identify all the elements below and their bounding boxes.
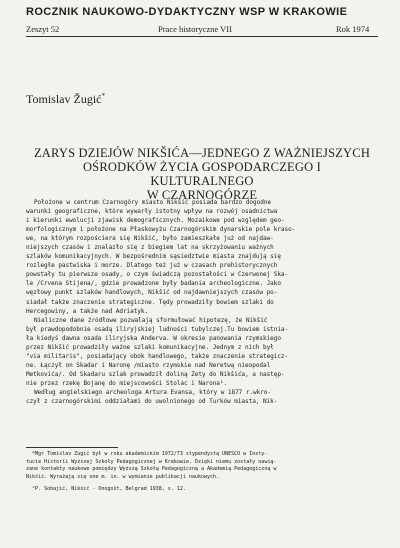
body-line: przez Nikšić prowadziły ważne szlaki komunikacyjne. Jednym z nich był bbox=[26, 343, 274, 351]
author-name bbox=[26, 92, 105, 107]
journal-title: ROCZNIK NAUKOWO-DYDAKTYCZNY WSP W KRAKOWIE bbox=[26, 6, 348, 18]
body-line: Metkovića/. Od Skadaru szlak prowadził doliną Zety do Nikšića, a następ- bbox=[26, 370, 285, 378]
title-line: W CZARNOGÓRZE bbox=[146, 188, 258, 202]
series-name: Prace historyczne VII bbox=[158, 24, 232, 34]
body-line: warunki geograficzne, które wywarły istotny wpływ na rozwój osadnictwa bbox=[26, 208, 278, 216]
author-name-text: Tomislav Žugić bbox=[26, 92, 102, 106]
body-line: czył z czarnogórskimi oddziałami do uwolnionego od Turków miasta, Nik- bbox=[26, 398, 278, 406]
body-line: i kierunki ewolucji zjawisk demograficznych. Mozaikowe pod względem geo- bbox=[26, 217, 285, 225]
footnote-line: ¹P. Šobajić, Nikšić - Onogošt, Belgrad 1938, s. 12. bbox=[32, 486, 186, 493]
body-line: Według angielskiego archeologa Artura Evansa, który w 1877 r.wkro- bbox=[34, 388, 271, 396]
body-line: Nieliczne dane źródłowe pozwalają sformułować hipotezę, że Nikšić bbox=[34, 316, 268, 324]
article-title bbox=[30, 146, 374, 202]
article-body bbox=[26, 198, 380, 406]
footnote-line: zane kontakty naukowe pomiędzy Wyższą Szkołą Pedagogiczną a Akademią Pedagogiczną w bbox=[26, 466, 277, 473]
body-line: Hercegowiny, a także nad Adriatyk. bbox=[26, 307, 149, 315]
footnote-line: tucie Historii Wyższej Szkoły Pedagogicznej w Krakowie. Dzięki niemu zostały nawią- bbox=[26, 458, 277, 465]
publication-year: Rok 1974 bbox=[336, 24, 370, 34]
footnotes bbox=[26, 451, 380, 494]
footnote-line: Nikšić. Wyrażają się one m. in. w wymianie publikacji naukowych. bbox=[26, 473, 220, 480]
body-line: le /Crvena Stijena/, gdzie prowadzone były badania archeologiczne. Jako bbox=[26, 280, 281, 288]
body-line: we, na którym rozpościera się Nikšić, było zamieszkałe już od najdaw- bbox=[26, 235, 274, 243]
body-line: nie przez rzekę Bojanę do miejscowości Stolac i Narona¹. bbox=[26, 379, 228, 387]
body-line: "via militaris", posiadający obok handlowego, także znaczenie strategicz- bbox=[26, 352, 289, 360]
body-line: ła kiedyś dawna osada iliryjska Anderva. W okresie panowania rzymskiego bbox=[26, 334, 281, 342]
title-line: ZARYS DZIEJÓW NIKŠIĆA—JEDNEGO Z WAŻNIEJSZYCH bbox=[33, 146, 371, 160]
body-line: rozległe pastwiska i morze. Dlatego też już w czasach prehistorycznych bbox=[26, 262, 278, 270]
body-line: siadał także znaczenie strategiczne. Tędy prowadziły bowiem szlaki do bbox=[26, 298, 274, 306]
body-line: morfologicznym i położone na Płaskowyżu Czarnogórskim dynarskie pole kraso- bbox=[26, 226, 296, 234]
body-line: powstały tu pierwsze osady, o czym świadczą pozostałości w Czerwonej Ska- bbox=[26, 271, 289, 279]
author-footnote-mark: * bbox=[101, 92, 105, 100]
body-line: szlaków komunikacyjnych. W bezpośrednim sąsiedztwie miasta znajdują się bbox=[26, 253, 281, 261]
body-line: ne. Łączył on Skadar i Naronę /miasto rzymskie nad Neretwą nieopodal bbox=[26, 361, 271, 369]
body-line: niejszych czasów i znalazło się z biegiem lat na skrzyżowaniu ważnych bbox=[26, 244, 274, 252]
footnote-rule bbox=[26, 447, 118, 448]
header-rule bbox=[26, 36, 378, 37]
footnote-line: *Mgr Tomislav Žugić był w roku akademickim 1972/73 stypendystą UNESCO w Insty- bbox=[32, 451, 268, 457]
body-line: był prawdopodobnie osadą iliryjskiej ludności tubylczej.Tu bowiem istnia- bbox=[26, 325, 289, 333]
title-line: OŚRODKÓW ŻYCIA GOSPODARCZEGO I KULTURALNEGO bbox=[82, 160, 322, 188]
issue-number: Zeszyt 52 bbox=[26, 24, 60, 34]
body-line: Położone w centrum Czarnogóry miasto Nikšić posiada bardzo dogodne bbox=[34, 199, 271, 206]
body-line: węzłowy punkt szlaków handlowych, Nikšić od najdawniejszych czasów po- bbox=[26, 289, 278, 297]
